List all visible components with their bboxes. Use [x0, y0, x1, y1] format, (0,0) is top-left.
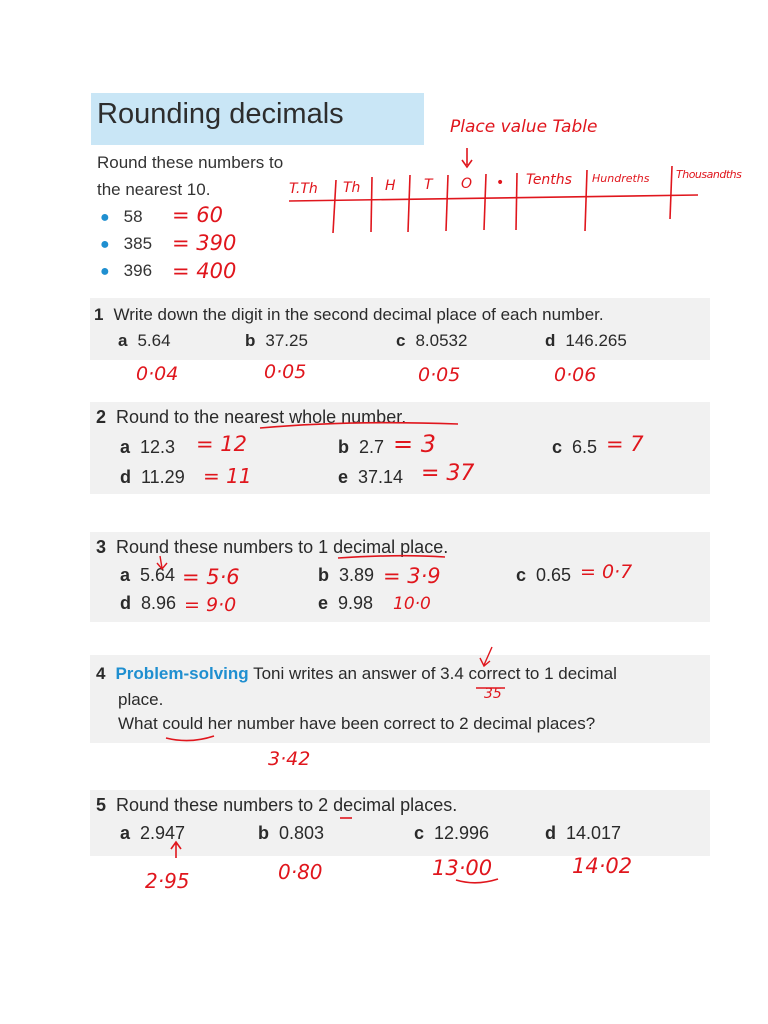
intro-item: ● 58 — [100, 207, 143, 226]
q3-answer-e: 10·0 — [393, 594, 431, 614]
q4-note: 35 — [484, 686, 502, 702]
q1-prompt: 1 Write down the digit in the second decimal place of each number. — [94, 305, 604, 324]
q4-prompt-line3: What could her number have been correct to 2 decimal places? — [118, 714, 596, 733]
pv-col-tenths: Tenths — [526, 172, 572, 188]
problem-solving-tag: Problem-solving — [115, 664, 249, 683]
q1-part-a: a 5.64 — [118, 331, 171, 350]
q4-answer: 3·42 — [268, 748, 311, 770]
pv-col-o: O — [461, 176, 473, 192]
q2-part-b: b 2.7 — [338, 437, 385, 457]
q1-answer-a: 0·04 — [136, 363, 179, 385]
intro-prompt-line2: the nearest 10. — [97, 180, 211, 199]
pv-col-t: T — [424, 177, 433, 193]
intro-item: ● 396 — [100, 261, 153, 280]
q5-prompt: 5 Round these numbers to 2 decimal places. — [96, 795, 458, 815]
bullet-icon: ● — [100, 236, 110, 253]
q2-answer-b: = 3 — [393, 430, 437, 458]
q2-part-e: e 37.14 — [338, 467, 404, 487]
q5-answer-c: 13·00 — [432, 856, 493, 880]
q5-part-b: b 0.803 — [258, 823, 325, 843]
bullet-icon: ● — [100, 263, 110, 280]
bullet-icon: ● — [100, 209, 110, 226]
q1-answer-c: 0·05 — [418, 364, 461, 386]
q2-answer-c: = 7 — [606, 432, 644, 456]
q1-part-c: c 8.0532 — [396, 331, 468, 350]
intro-answer-1: = 60 — [172, 203, 223, 227]
pv-col-th: Th — [343, 180, 361, 196]
q5-answer-b: 0·80 — [278, 860, 323, 884]
q1-answer-d: 0·06 — [554, 364, 597, 386]
intro-prompt-line1: Round these numbers to — [97, 153, 284, 172]
q2-answer-e: = 37 — [421, 461, 475, 486]
pv-col-point: • — [496, 175, 505, 191]
pv-col-tth: T.Th — [289, 181, 318, 197]
q2-answer-a: = 12 — [196, 432, 247, 456]
page-title: Rounding decimals — [97, 98, 344, 130]
q2-part-d: d 11.29 — [120, 467, 185, 487]
q5-part-a: a 2.947 — [120, 823, 186, 843]
q4-prompt: 4 Problem-solving Toni writes an answer of 3.4 correct to 1 decimal — [96, 664, 617, 683]
intro-item: ● 385 — [100, 234, 153, 253]
q3-prompt: 3 Round these numbers to 1 decimal place. — [96, 537, 449, 557]
q2-part-a: a 12.3 — [120, 437, 176, 457]
q5-part-c: c 12.996 — [414, 823, 490, 843]
q3-part-d: d 8.96 — [120, 593, 177, 613]
q2-answer-d: = 11 — [203, 464, 252, 488]
q5-answer-a: 2·95 — [145, 869, 190, 893]
q3-answer-a: = 5·6 — [182, 565, 240, 589]
place-value-heading: Place value Table — [450, 117, 598, 137]
q3-part-a: a 5.64 — [120, 565, 176, 585]
pv-col-thousandths: Thousandths — [676, 168, 742, 181]
intro-answer-2: = 390 — [172, 231, 237, 255]
q3-answer-c: = 0·7 — [580, 561, 633, 583]
q3-answer-b: = 3·9 — [383, 564, 441, 588]
q1-answer-b: 0·05 — [264, 361, 307, 383]
q3-part-c: c 0.65 — [516, 565, 572, 585]
q3-answer-d: = 9·0 — [184, 594, 237, 616]
q5-part-d: d 14.017 — [545, 823, 622, 843]
q1-part-b: b 37.25 — [245, 331, 308, 350]
q5-answer-d: 14·02 — [572, 854, 633, 878]
q1-part-d: d 146.265 — [545, 331, 627, 350]
pv-col-hundredths: Hundreths — [592, 172, 650, 185]
q3-part-e: e 9.98 — [318, 593, 374, 613]
q2-part-c: c 6.5 — [552, 437, 598, 457]
intro-answer-3: = 400 — [172, 259, 237, 283]
q3-part-b: b 3.89 — [318, 565, 375, 585]
q4-prompt-line2: place. — [118, 690, 164, 709]
q2-prompt: 2 Round to the nearest whole number. — [96, 407, 407, 427]
pv-col-h: H — [385, 178, 396, 194]
